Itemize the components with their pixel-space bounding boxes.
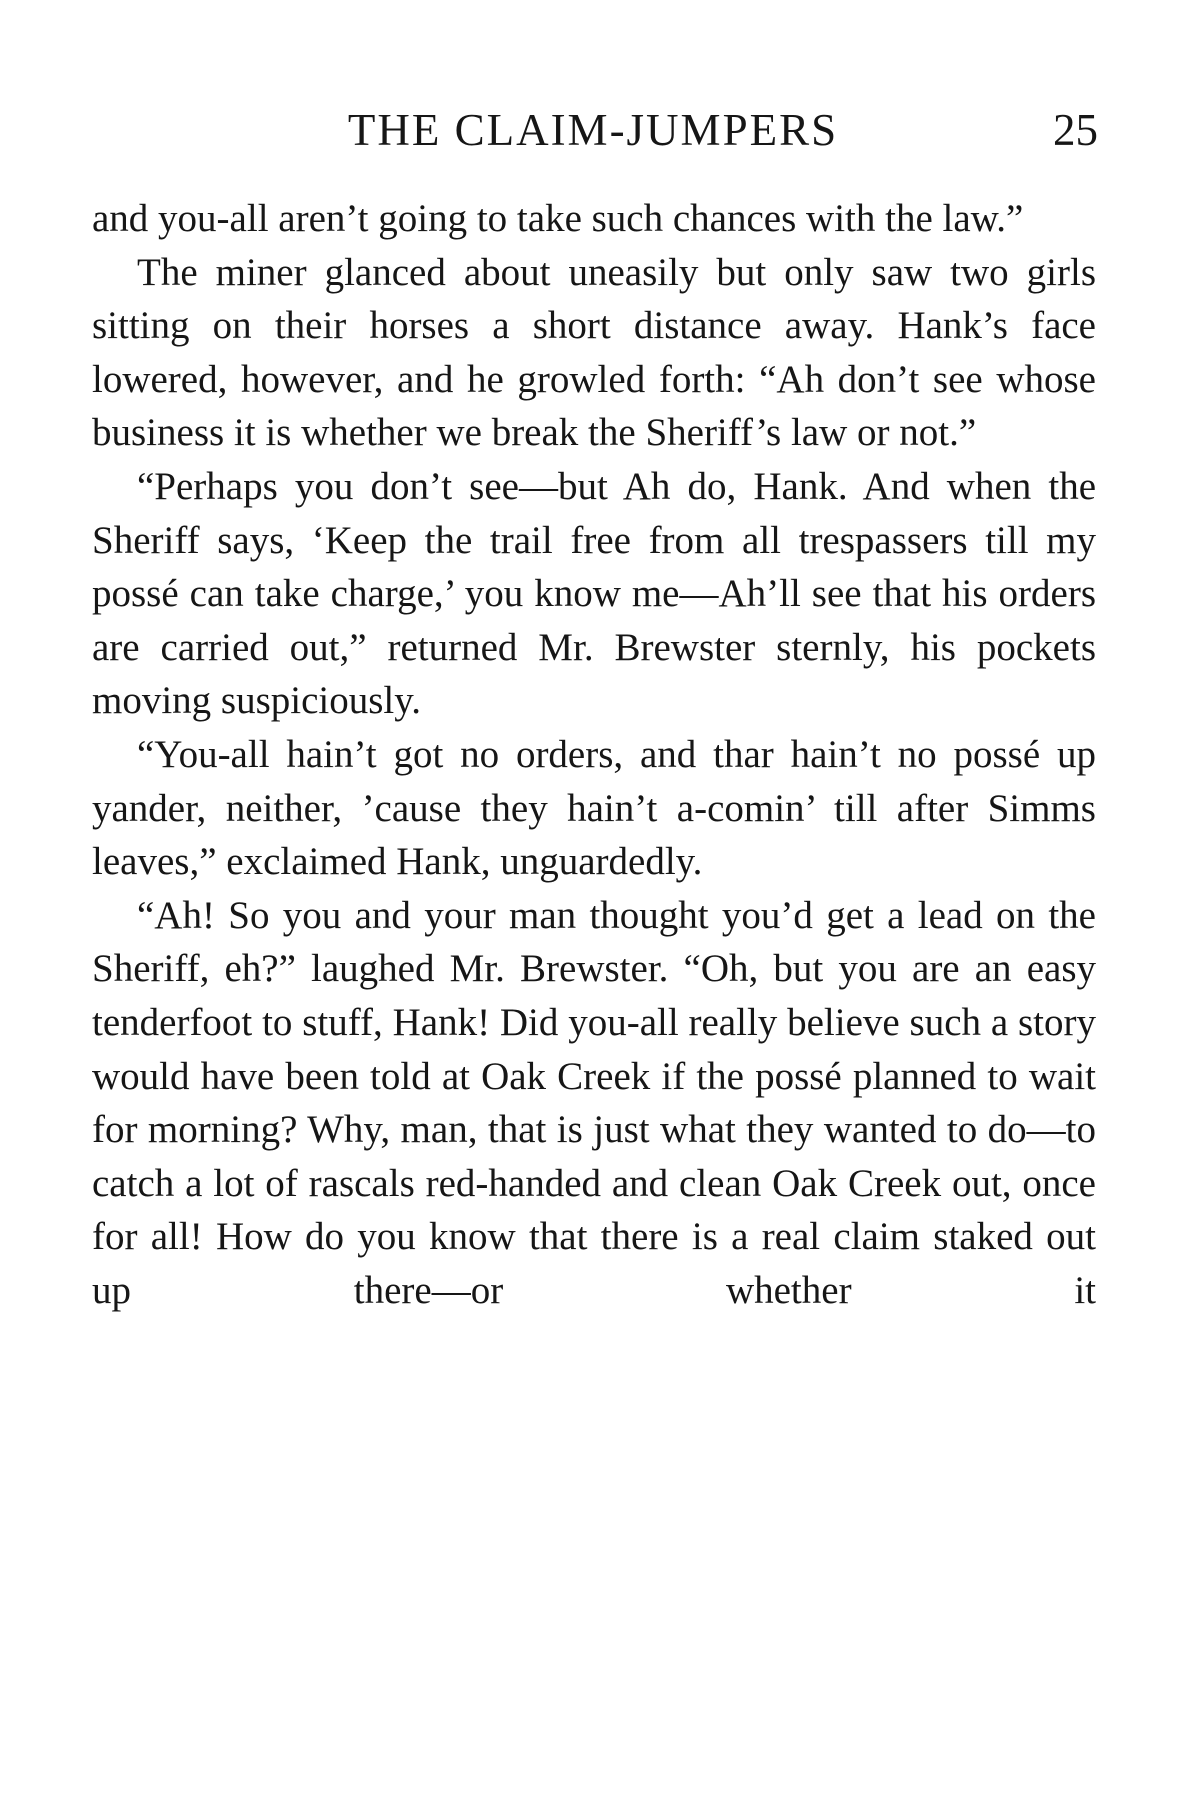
paragraph: “You-all hain’t got no orders, and thar hain’t no possé up yander, neither, ’cause they hain’t a-comin’ till after Simms leaves,” exclaimed Hank, unguardedly. <box>92 732 1096 884</box>
paragraph: “Ah! So you and your man thought you’d get a lead on the Sheriff, eh?” laughed Mr. Brewster. “Oh, but you are an easy tenderfoot to stuff, Hank! Did you-all really believe such a story would have been told at Oak Creek if the possé planned to wait for morning? Why, man, that is just what they wanted to do—to catch a lot of rascals red-handed and clean Oak Creek out, once for all! How do you know that there is a real claim staked out up there—or whether it <box>92 893 1096 1312</box>
running-title: THE CLAIM-JUMPERS <box>347 105 839 155</box>
paragraph: and you-all aren’t going to take such chances with the law.” <box>92 197 1024 240</box>
paragraph: “Perhaps you don’t see—but Ah do, Hank. And when the Sheriff says, ‘Keep the trail free from all trespassers till my possé can take charge,’ you know me—Ah’ll see that his orders are carried out,” returned Mr. Brewster sternly, his pockets moving suspiciously. <box>92 464 1096 723</box>
paragraph: The miner glanced about uneasily but only saw two girls sitting on their horses a short distance away. Hank’s face lowered, however, and he growled forth: “Ah don’t see whose business it is whether we break the Sheriff’s law or not.” <box>92 250 1096 455</box>
body-text <box>92 192 1096 1317</box>
page-header <box>88 100 1098 160</box>
page-number: 25 <box>1053 105 1098 155</box>
